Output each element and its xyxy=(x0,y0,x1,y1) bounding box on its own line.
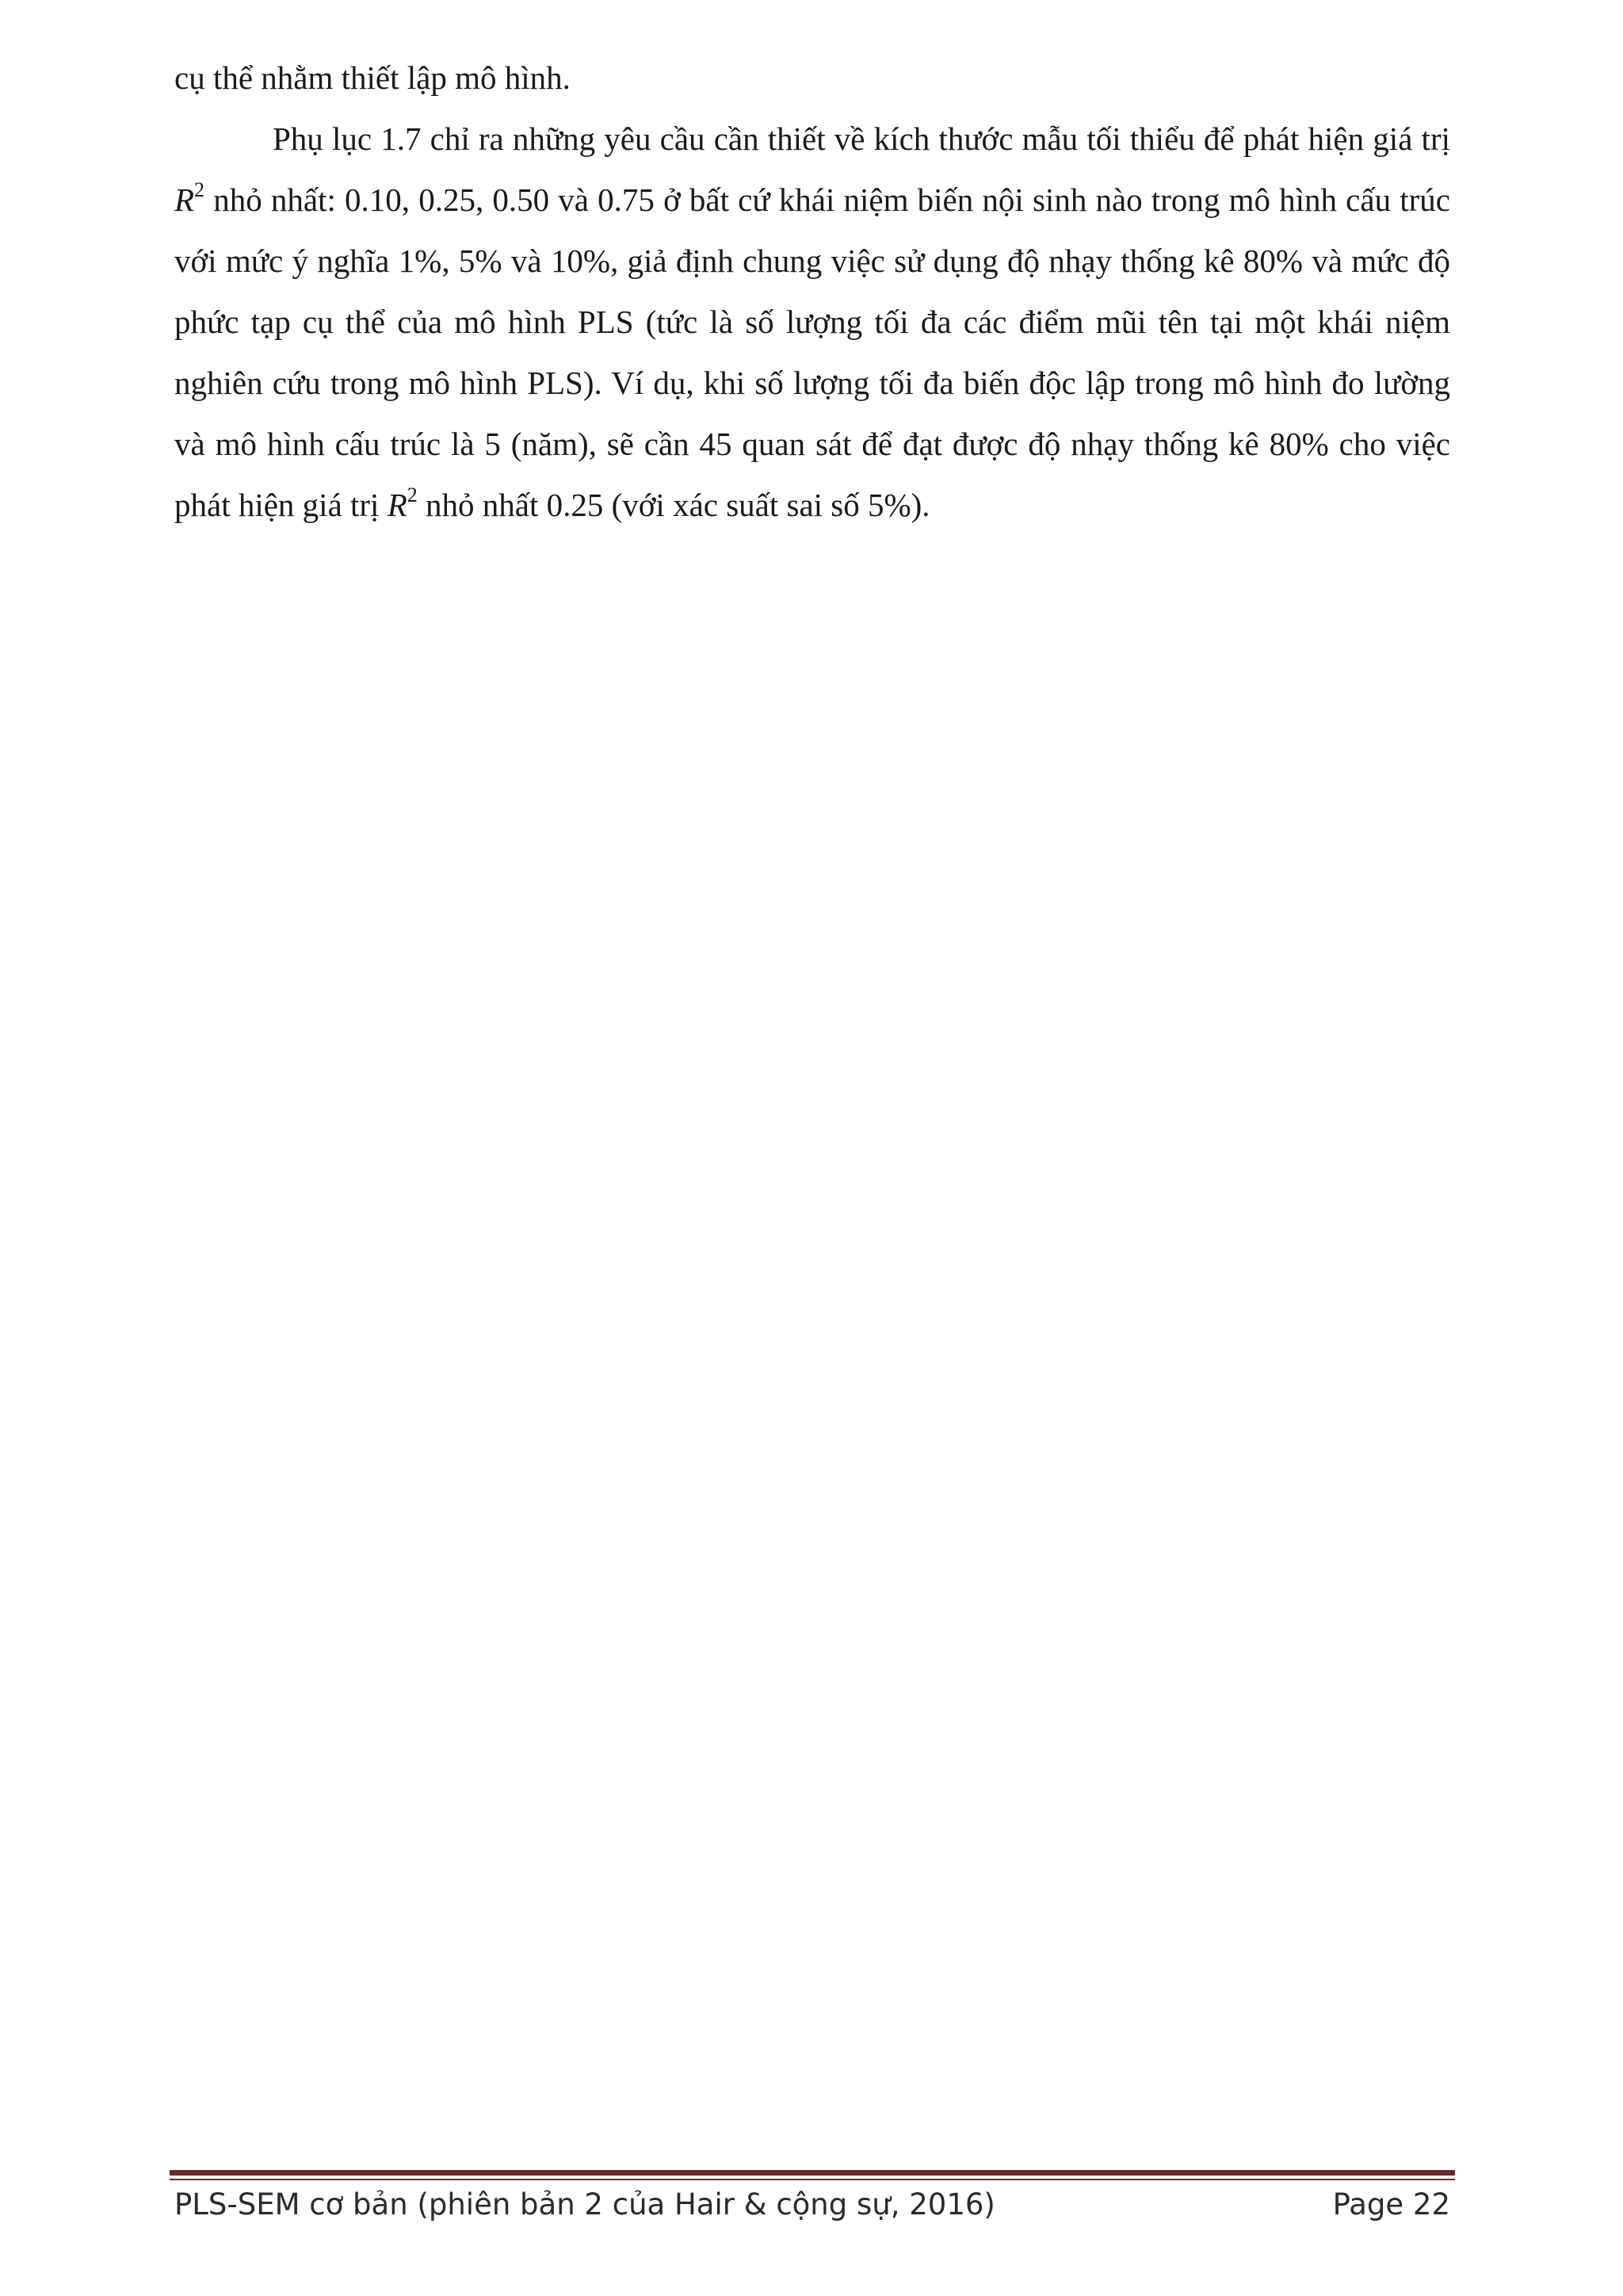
paragraph-text-3: nhỏ nhất 0.25 (với xác suất sai số 5%). xyxy=(417,487,930,523)
paragraph-sample-size xyxy=(174,109,1450,536)
r-variable: R xyxy=(387,487,407,523)
r-squared-symbol xyxy=(387,483,418,523)
footer-title: PLS-SEM cơ bản (phiên bản 2 của Hair & cộng sự, 2016) xyxy=(174,2187,995,2222)
paragraph-text-1: Phụ lục 1.7 chỉ ra những yêu cầu cần thiết về kích thước mẫu tối thiểu để phát hiện giá trị xyxy=(273,120,1450,157)
paragraph-continuation: cụ thể nhằm thiết lập mô hình. xyxy=(174,59,571,96)
r-squared-symbol xyxy=(174,178,205,218)
body-text xyxy=(174,48,1450,536)
r-variable: R xyxy=(174,181,195,218)
paragraph-text-2: nhỏ nhất: 0.10, 0.25, 0.50 và 0.75 ở bất cứ khái niệm biến nội sinh nào trong mô hình cấu trúc với mức ý nghĩa 1%, 5% và 10%, giả định chung việc sử dụng độ nhạy thống kê 80% và mức độ phức tạp cụ thể của mô hình PLS (tức là số lượng tối đa các điểm mũi tên tại một khái niệm nghiên cứu trong mô hình PLS). Ví dụ, khi số lượng tối đa biến độc lập trong mô hình đo lường và mô hình cấu trúc là 5 (năm), sẽ cần 45 quan sát để đạt được độ nhạy thống kê 80% cho việc phát hiện giá trị xyxy=(174,181,1450,523)
footer-rule-thick xyxy=(170,2170,1455,2176)
superscript-2: 2 xyxy=(194,178,205,201)
page-footer xyxy=(174,2187,1450,2227)
superscript-2: 2 xyxy=(407,483,418,506)
page-number: Page 22 xyxy=(1332,2187,1450,2222)
footer-rule-thin xyxy=(170,2179,1455,2180)
